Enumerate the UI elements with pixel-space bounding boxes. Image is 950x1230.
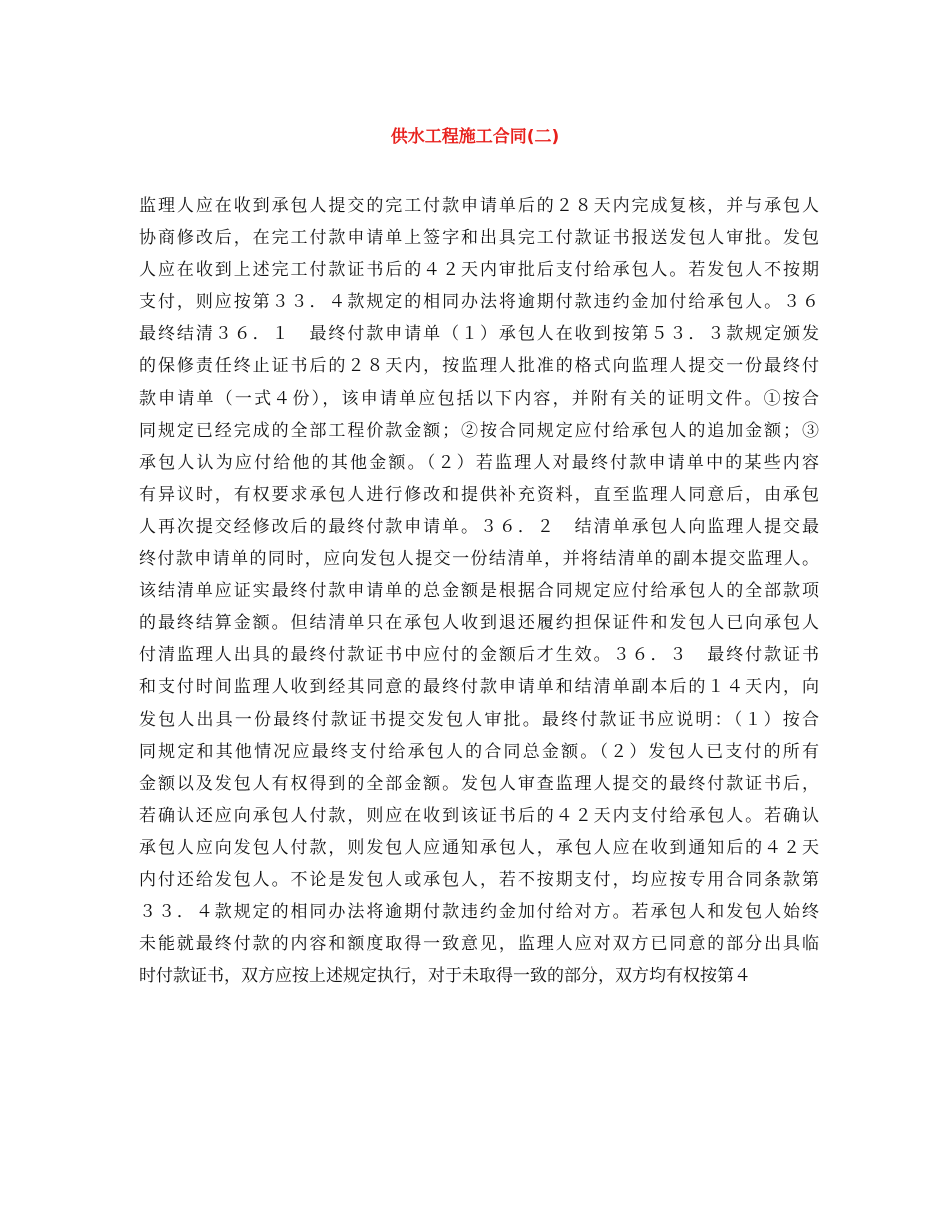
body-line: 该结清单应证实最终付款申请单的总金额是根据合同规定应付给承包人的全部款项: [139, 581, 819, 602]
body-line: 人再次提交经修改后的最终付款申请单。３６．２ 结清单承包人向监理人提交最: [139, 516, 819, 537]
body-line: 人应在收到上述完工付款证书后的４２天内审批后支付给承包人。若发包人不按期: [139, 260, 819, 281]
body-line: 款申请单（一式４份），该申请单应包括以下内容，并附有关的证明文件。①按合: [139, 388, 819, 409]
body-line: 的保修责任终止证书后的２８天内，按监理人批准的格式向监理人提交一份最终付: [139, 356, 819, 377]
body-line: 和支付时间监理人收到经其同意的最终付款申请单和结清单副本后的１４天内，向: [139, 677, 819, 698]
body-line: ３３．４款规定的相同办法将逾期付款违约金加付给对方。若承包人和发包人始终: [139, 902, 819, 923]
body-line: 付清监理人出具的最终付款证书中应付的金额后才生效。３６．３ 最终付款证书: [139, 645, 819, 666]
body-line: 金额以及发包人有权得到的全部金额。发包人审查监理人提交的最终付款证书后，: [139, 773, 819, 794]
body-line: 发包人出具一份最终付款证书提交发包人审批。最终付款证书应说明：（１）按合: [139, 709, 819, 730]
document-body: [139, 190, 819, 992]
body-line: 终付款申请单的同时，应向发包人提交一份结清单，并将结清单的副本提交监理人。: [139, 549, 819, 570]
body-line: 若确认还应向承包人付款，则应在收到该证书后的４２天内支付给承包人。若确认: [139, 805, 819, 826]
body-line: 同规定已经完成的全部工程价款金额；②按合同规定应付给承包人的追加金额；③: [139, 420, 819, 441]
body-line: 最终结清３６．１ 最终付款申请单（１）承包人在收到按第５３．３款规定颁发: [139, 324, 819, 345]
body-line: 承包人认为应付给他的其他金额。（２）若监理人对最终付款申请单中的某些内容: [139, 452, 819, 473]
body-line: 未能就最终付款的内容和额度取得一致意见，监理人应对双方已同意的部分出具临: [139, 934, 819, 955]
body-line: 同规定和其他情况应最终支付给承包人的合同总金额。（２）发包人已支付的所有: [139, 741, 819, 762]
body-line: 的最终结算金额。但结清单只在承包人收到退还履约担保证件和发包人已向承包人: [139, 613, 819, 634]
body-line: 协商修改后，在完工付款申请单上签字和出具完工付款证书报送发包人审批。发包: [139, 228, 819, 249]
body-line: 有异议时，有权要求承包人进行修改和提供补充资料，直至监理人同意后，由承包: [139, 484, 819, 505]
body-line: 时付款证书，双方应按上述规定执行，对于未取得一致的部分，双方均有权按第４: [139, 966, 751, 987]
body-line: 承包人应向发包人付款，则发包人应通知承包人，承包人应在收到通知后的４２天: [139, 837, 819, 858]
body-line: 监理人应在收到承包人提交的完工付款申请单后的２８天内完成复核，并与承包人: [139, 196, 819, 216]
document-title: 供水工程施工合同(二): [390, 127, 560, 147]
body-line: 内付还给发包人。不论是发包人或承包人，若不按期支付，均应按专用合同条款第: [139, 869, 819, 890]
body-line: 支付，则应按第３３．４款规定的相同办法将逾期付款违约金加付给承包人。３６: [139, 292, 819, 313]
